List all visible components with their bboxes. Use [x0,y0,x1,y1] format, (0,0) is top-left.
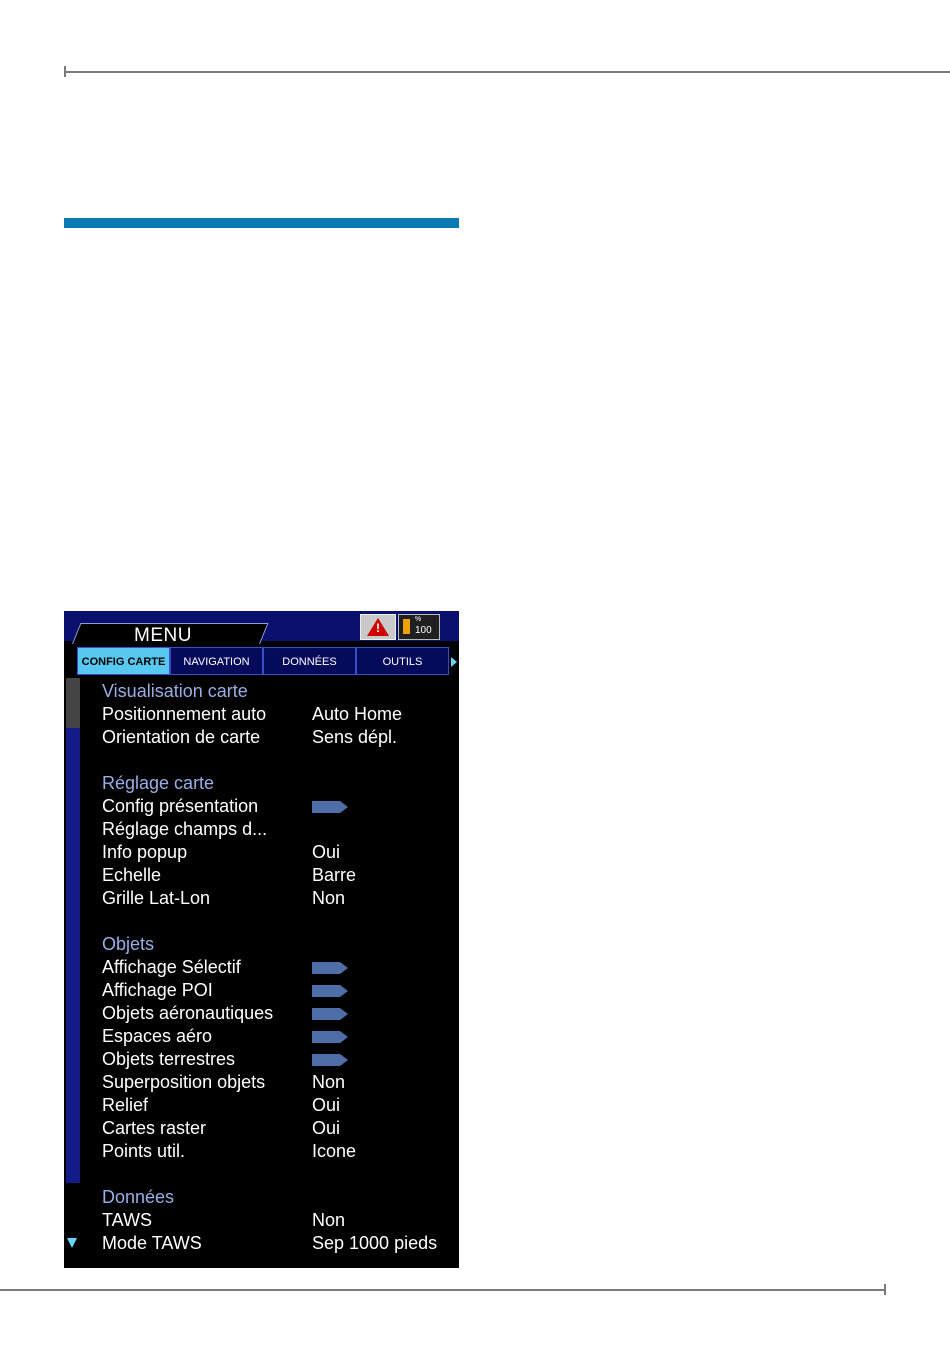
item-label: Echelle [102,865,162,885]
item-value: Oui [312,842,341,862]
section-title-reglage: Réglage carte [102,773,215,793]
section-title-donnees: Données [102,1187,175,1207]
item-label: Positionnement auto [102,704,267,724]
list-item[interactable] [102,796,452,819]
submenu-arrow-icon [312,985,348,997]
item-label: Espaces aéro [102,1026,213,1046]
list-item[interactable] [102,1049,452,1072]
top-rule [64,71,950,73]
battery-icon [398,614,440,640]
scroll-thumb[interactable] [66,678,80,728]
item-value: Auto Home [312,704,403,724]
item-label: Cartes raster [102,1118,207,1138]
battery-percent-sign: % [415,616,422,623]
tab-scroll-right-icon[interactable] [451,657,457,667]
submenu-arrow-icon [312,801,348,813]
list-item[interactable] [102,1026,452,1049]
menu-title: MENU [134,625,192,646]
battery-value: 100 [415,625,432,636]
list-item[interactable] [102,1233,452,1256]
item-label: Relief [102,1095,149,1115]
submenu-arrow-icon [312,1008,348,1020]
scroll-down-icon[interactable] [67,1238,77,1248]
item-label: Objets terrestres [102,1049,236,1069]
item-value: Icone [312,1141,357,1161]
item-label: Superposition objets [102,1072,266,1092]
item-value: Non [312,1210,346,1230]
list-item[interactable] [102,1118,452,1141]
bottom-rule [0,1289,886,1291]
list-item[interactable] [102,1072,452,1095]
tab-navigation[interactable]: NAVIGATION [170,647,263,675]
list-item[interactable] [102,957,452,980]
submenu-arrow-icon [312,962,348,974]
item-label: TAWS [102,1210,152,1230]
item-value: Oui [312,1095,341,1115]
item-label: Orientation de carte [102,727,261,747]
item-value: Non [312,888,346,908]
item-value: Sep 1000 pieds [312,1233,438,1253]
item-label: Config présentation [102,796,259,816]
list-item[interactable] [102,819,452,842]
warning-mark: ! [376,621,380,635]
list-item[interactable] [102,1141,452,1164]
list-item[interactable] [102,727,452,750]
bottom-rule-tick [884,1284,886,1295]
item-value: Non [312,1072,346,1092]
tab-outils[interactable]: OUTILS [356,647,449,675]
battery-cell [403,619,410,634]
item-value: Oui [312,1118,341,1138]
item-label: Objets aéronautiques [102,1003,274,1023]
list-item[interactable] [102,1003,452,1026]
item-label: Points util. [102,1141,186,1161]
tab-donnees[interactable]: DONNÉES [263,647,356,675]
list-item[interactable] [102,1095,452,1118]
section-accent-bar [64,218,459,228]
submenu-arrow-icon [312,1054,348,1066]
item-value: Sens dépl. [312,727,398,747]
list-item[interactable] [102,888,452,911]
list-item[interactable] [102,842,452,865]
submenu-arrow-icon [312,1031,348,1043]
warning-triangle-icon[interactable] [360,614,396,640]
list-item[interactable] [102,865,452,888]
device-screen [64,611,459,1268]
section-title-visualisation: Visualisation carte [102,681,248,701]
list-item[interactable] [102,704,452,727]
item-label: Grille Lat-Lon [102,888,211,908]
scroll-track-gap [66,1183,80,1223]
settings-list [102,681,452,1256]
list-item[interactable] [102,980,452,1003]
item-label: Réglage champs d... [102,819,268,839]
section-title-objets: Objets [102,934,155,954]
list-item[interactable] [102,1210,452,1233]
scroll-track[interactable] [66,678,80,1218]
item-label: Info popup [102,842,188,862]
tab-config-carte[interactable]: CONFIG CARTE [77,647,170,675]
item-label: Mode TAWS [102,1233,202,1253]
scrollbar[interactable] [64,678,81,1268]
status-icons [360,614,440,640]
item-label: Affichage POI [102,980,213,1000]
item-label: Affichage Sélectif [102,957,241,977]
item-value: Barre [312,865,357,885]
tab-bar [77,647,459,677]
